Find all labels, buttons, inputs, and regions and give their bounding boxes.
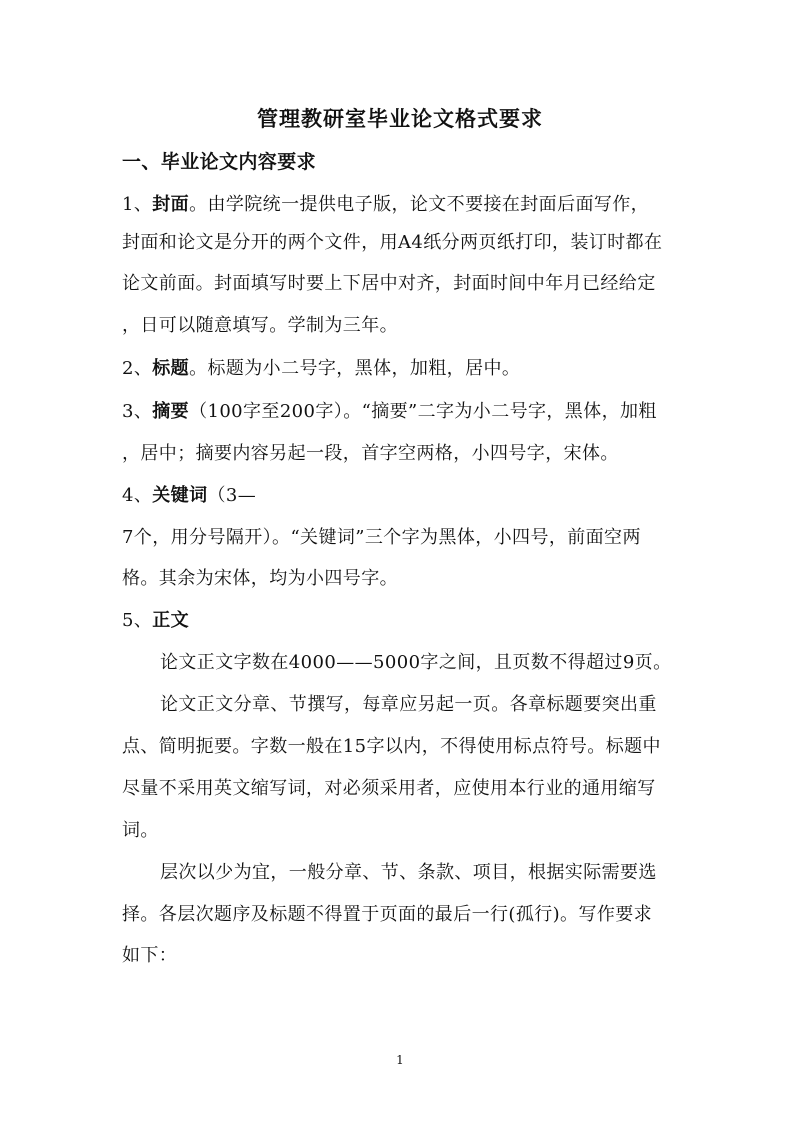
- item-1-line-1: [122, 193, 682, 217]
- item-2-label: 标题: [152, 358, 190, 379]
- item-3-line-1: [122, 400, 682, 424]
- section-heading: 一、毕业论文内容要求: [122, 151, 317, 173]
- item-4-text: （3—: [207, 485, 257, 506]
- body-paragraph-2-line-1: 论文正文分章、节撰写，每章应另起一页。各章标题要突出重: [160, 694, 657, 715]
- body-paragraph-3-line-3: 如下：: [122, 945, 178, 966]
- body-paragraph-3-line-1: 层次以少为宜，一般分章、节、条款、项目，根据实际需要选: [160, 862, 657, 883]
- page-number: 1: [396, 1053, 404, 1067]
- item-3-label: 摘要: [152, 401, 190, 422]
- item-2-text: 。标题为小二号字，黑体，加粗，居中。: [189, 358, 521, 379]
- item-2-line: [122, 357, 682, 381]
- item-4-line-1: [122, 484, 682, 508]
- body-paragraph-2-line-3: 尽量不采用英文缩写词，对必须采用者，应使用本行业的通用缩写: [122, 778, 656, 799]
- item-1-line-2: 封面和论文是分开的两个文件，用A4纸分两页纸打印，装订时都在: [122, 232, 663, 253]
- item-3-text: （100字至200字）。“摘要”二字为小二号字，黑体，加粗: [189, 401, 657, 422]
- item-4-line-3: 格。其余为宋体，均为小四号字。: [122, 568, 398, 589]
- body-paragraph-2-line-2: 点、简明扼要。字数一般在15字以内，不得使用标点符号。标题中: [122, 736, 661, 757]
- item-3-line-2: ，居中；摘要内容另起一段，首字空两格，小四号字，宋体。: [122, 443, 619, 464]
- item-3-number: 3、: [122, 401, 153, 422]
- item-2-number: 2、: [122, 358, 153, 379]
- item-4-line-2: 7个，用分号隔开）。“关键词”三个字为黑体，小四号，前面空两: [122, 527, 641, 548]
- body-paragraph-2-line-4: 词。: [122, 820, 159, 841]
- item-4-label: 关键词: [152, 485, 208, 506]
- item-1-label: 封面: [152, 194, 190, 215]
- item-4-number: 4、: [122, 485, 153, 506]
- item-1-line-3: 论文前面。封面填写时要上下居中对齐，封面时间中年月已经给定: [122, 273, 656, 294]
- item-5-number: 5、: [122, 610, 153, 631]
- item-1-number: 1、: [122, 194, 153, 215]
- item-1-text: 。由学院统一提供电子版，论文不要接在封面后面写作，: [189, 194, 650, 215]
- body-paragraph-3-line-2: 择。各层次题序及标题不得置于页面的最后一行(孤行)。写作要求: [122, 904, 653, 925]
- item-5-heading: [122, 609, 682, 633]
- body-paragraph-1: 论文正文字数在4000——5000字之间，且页数不得超过9页。: [160, 652, 672, 673]
- item-1-line-4: ，日可以随意填写。学制为三年。: [122, 315, 398, 336]
- document-title: 管理教研室毕业论文格式要求: [257, 106, 543, 131]
- item-5-label: 正文: [152, 610, 190, 631]
